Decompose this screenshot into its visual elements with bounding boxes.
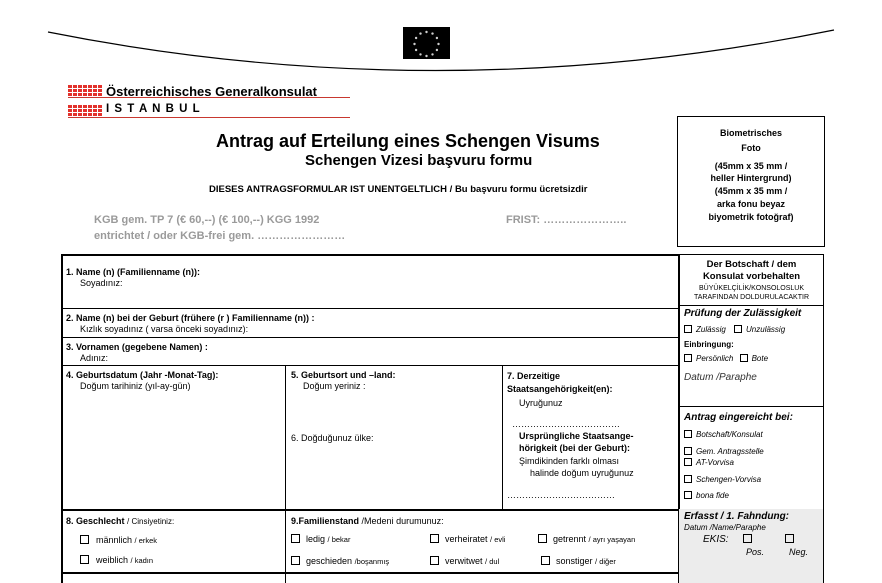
office-pruefung: Prüfung der Zulässigkeit bbox=[684, 308, 802, 319]
office-header-rule bbox=[679, 305, 824, 306]
office-subheader bbox=[680, 284, 823, 302]
page-title: Antrag auf Erteilung eines Schengen Visums bbox=[216, 131, 600, 151]
fee-line-1: KGB gem. TP 7 (€ 60,--) (€ 100,--) KGG 1992 bbox=[94, 214, 320, 226]
botschaft-checkbox[interactable] bbox=[684, 430, 692, 438]
field-5-label: 5. Geburtsort und –land: bbox=[291, 370, 396, 380]
office-antrag-eingereicht: Antrag eingereicht bei: bbox=[684, 412, 793, 423]
grid-top bbox=[61, 254, 680, 256]
field-3-tr[interactable]: Adınız: bbox=[80, 353, 109, 363]
field-2-label: 2. Name (n) bei der Geburt (frühere (r ) Familienname (n)) : bbox=[66, 313, 315, 323]
office-einbringung: Einbringung: bbox=[684, 340, 734, 349]
schengen-vorvisa-label: Schengen-Vorvisa bbox=[696, 475, 762, 484]
photo-line-7: biyometrik fotoğraf) bbox=[708, 212, 794, 222]
male-label: männlich bbox=[96, 535, 133, 545]
field-7-orig-1: Ursprüngliche Staatsange- bbox=[519, 431, 634, 441]
bona-fide-checkbox[interactable] bbox=[684, 491, 692, 499]
female-checkbox[interactable] bbox=[80, 555, 89, 564]
verwitwet-label-tr: / dul bbox=[485, 557, 500, 566]
verheiratet-label-tr: / evli bbox=[490, 535, 506, 544]
grid-row-5 bbox=[61, 572, 680, 574]
field-7-orig-2: hörigkeit (bei der Geburt): bbox=[519, 443, 631, 453]
sonstiger-checkbox[interactable] bbox=[541, 556, 550, 565]
photo-line-6: arka fonu beyaz bbox=[716, 199, 786, 209]
field-7-label-1: 7. Derzeitige bbox=[507, 371, 561, 381]
field-5-tr[interactable]: Doğum yeriniz : bbox=[303, 381, 366, 391]
at-vorvisa-checkbox[interactable] bbox=[684, 458, 692, 466]
photo-box-text bbox=[678, 126, 824, 224]
verheiratet-option bbox=[430, 534, 505, 545]
photo-line-3: (45mm x 35 mm / bbox=[714, 161, 788, 171]
botschaft-label: Botschaft/Konsulat bbox=[696, 430, 763, 439]
getrennt-label-tr: / ayrı yaşayan bbox=[588, 535, 636, 544]
field-1-label: 1. Name (n) (Familienname (n)): bbox=[66, 267, 201, 277]
page-subtitle: Schengen Vizesi başvuru formu bbox=[305, 152, 533, 169]
schengen-vorvisa-checkbox[interactable] bbox=[684, 475, 692, 483]
getrennt-label: getrennt bbox=[553, 534, 587, 544]
office-col-right bbox=[823, 254, 824, 583]
persoenlich-checkbox[interactable] bbox=[684, 354, 692, 362]
verwitwet-option bbox=[430, 556, 499, 567]
field-8-tr: / Cinsiyetiniz: bbox=[127, 517, 175, 526]
ekis-pos-label: Pos. bbox=[746, 547, 765, 557]
grid-row-4 bbox=[61, 509, 680, 511]
field-9-row bbox=[291, 516, 444, 527]
consulate-city: I S T A N B U L bbox=[106, 103, 201, 115]
verheiratet-checkbox[interactable] bbox=[430, 534, 439, 543]
bote-checkbox[interactable] bbox=[740, 354, 748, 362]
ledig-label-tr: / bekar bbox=[327, 535, 351, 544]
free-notice: DIESES ANTRAGSFORMULAR IST UNENTGELTLICH / Bu başvuru formu ücretsizdir bbox=[209, 184, 588, 195]
field-1-tr[interactable]: Soyadınız: bbox=[80, 278, 123, 288]
consulate-logo-lower bbox=[68, 104, 102, 116]
field-7-dots-2[interactable]: ……………………………… bbox=[507, 490, 615, 500]
photo-line-2: Foto bbox=[741, 143, 761, 153]
field-7-dots-1[interactable]: ……………………………… bbox=[512, 419, 620, 429]
field-4-tr[interactable]: Doğum tarihiniz (yıl-ay-gün) bbox=[80, 381, 191, 391]
field-9-label: 9.Familienstand bbox=[291, 516, 360, 526]
antragsstelle-label: Gem. Antragsstelle bbox=[696, 447, 764, 456]
grid-row-3 bbox=[61, 365, 680, 366]
office-schengen-vorvisa-row bbox=[684, 475, 761, 485]
office-title-2: Konsulat vorbehalten bbox=[702, 271, 801, 282]
office-erfasst: Erfasst / 1. Fahndung: bbox=[684, 511, 790, 522]
photo-line-4: heller Hintergrund) bbox=[710, 173, 792, 183]
field-7-orig-tr-1: Şimdikinden farklı olması bbox=[519, 456, 620, 466]
field-3-label: 3. Vornamen (gegebene Namen) : bbox=[66, 342, 208, 352]
office-subtitle-1: BÜYÜKELÇİLİK/KONSOLOSLUK bbox=[698, 285, 805, 292]
consulate-logo bbox=[68, 84, 102, 96]
ekis-pos-checkbox[interactable] bbox=[743, 534, 752, 543]
unzulaessig-label: Unzulässig bbox=[746, 325, 786, 334]
grid-row-2 bbox=[61, 337, 680, 338]
frist-field[interactable]: FRIST: ………………….. bbox=[506, 214, 627, 226]
grid-left bbox=[61, 254, 63, 583]
female-label-tr: / kadın bbox=[130, 556, 154, 565]
logo-rule-bottom bbox=[68, 117, 350, 118]
field-8-label: 8. Geschlecht bbox=[66, 516, 125, 526]
getrennt-checkbox[interactable] bbox=[538, 534, 547, 543]
ledig-label: ledig bbox=[306, 534, 326, 544]
verwitwet-checkbox[interactable] bbox=[430, 556, 439, 565]
bote-label: Bote bbox=[751, 354, 769, 363]
office-title-1: Der Botschaft / dem bbox=[706, 259, 797, 270]
field-7-orig-tr-2: halinde doğum uyruğunuz bbox=[530, 468, 634, 478]
office-ekis-row bbox=[703, 534, 794, 546]
zulaessig-label: Zulässig bbox=[696, 325, 726, 334]
eu-flag-icon bbox=[403, 27, 450, 59]
grid-col-1 bbox=[285, 365, 286, 583]
field-8-male-row bbox=[80, 535, 157, 546]
geschieden-label: geschieden bbox=[306, 556, 353, 566]
consulate-name: Österreichisches Generalkonsulat bbox=[106, 84, 317, 99]
office-datum-paraphe[interactable]: Datum /Paraphe bbox=[684, 372, 757, 383]
office-zulaessig-row bbox=[684, 325, 785, 335]
office-einbringung-row bbox=[684, 354, 768, 364]
getrennt-option bbox=[538, 534, 635, 545]
unzulaessig-checkbox[interactable] bbox=[734, 325, 742, 333]
field-7-tr[interactable]: Uyruğunuz bbox=[519, 398, 563, 408]
verheiratet-label: verheiratet bbox=[445, 534, 488, 544]
geschieden-label-tr: /boşanmış bbox=[354, 557, 390, 566]
field-7-label-2: Staatsangehörigkeit(en): bbox=[507, 384, 613, 394]
sonstiger-label: sonstiger bbox=[556, 556, 593, 566]
office-subtitle-2: TARAFINDAN DOLDURULACAKTIR bbox=[694, 294, 809, 301]
field-2-tr[interactable]: Kızlık soyadınız ( varsa önceki soyadınız): bbox=[80, 324, 249, 334]
zulaessig-checkbox[interactable] bbox=[684, 325, 692, 333]
ekis-neg-checkbox[interactable] bbox=[785, 534, 794, 543]
ledig-option bbox=[291, 534, 350, 545]
ekis-label: EKIS: bbox=[703, 534, 729, 545]
field-6-tr[interactable]: 6. Doğduğunuz ülke: bbox=[291, 433, 374, 443]
office-datum-name-paraphe: Datum /Name/Paraphe bbox=[684, 523, 766, 532]
ledig-checkbox[interactable] bbox=[291, 534, 300, 543]
male-label-tr: / erkek bbox=[134, 536, 158, 545]
geschieden-option bbox=[291, 556, 389, 567]
photo-title: Biometrisches bbox=[719, 128, 783, 138]
office-mid-rule bbox=[679, 406, 823, 407]
office-header bbox=[680, 259, 823, 283]
office-antragsstelle-row bbox=[684, 447, 764, 457]
sonstiger-option bbox=[541, 556, 616, 567]
female-label: weiblich bbox=[96, 555, 129, 565]
sonstiger-label-tr: / diğer bbox=[595, 557, 616, 566]
field-4-label: 4. Geburtsdatum (Jahr -Monat-Tag): bbox=[66, 370, 219, 380]
antragsstelle-checkbox[interactable] bbox=[684, 447, 692, 455]
photo-line-5: (45mm x 35 mm / bbox=[714, 186, 788, 196]
persoenlich-label: Persönlich bbox=[696, 354, 734, 363]
field-8-female-row bbox=[80, 555, 153, 566]
verwitwet-label: verwitwet bbox=[445, 556, 483, 566]
field-8-row bbox=[66, 516, 174, 527]
office-botschaft-row bbox=[684, 430, 763, 440]
office-at-vorvisa-row bbox=[684, 458, 734, 468]
bona-fide-label: bona fide bbox=[696, 491, 729, 500]
ekis-neg-label: Neg. bbox=[789, 547, 809, 557]
office-bona-fide-row bbox=[684, 491, 729, 501]
at-vorvisa-label: AT-Vorvisa bbox=[696, 458, 734, 467]
male-checkbox[interactable] bbox=[80, 535, 89, 544]
grid-col-2 bbox=[502, 365, 503, 510]
field-9-tr: /Medeni durumunuz: bbox=[361, 516, 444, 526]
geschieden-checkbox[interactable] bbox=[291, 556, 300, 565]
fee-line-2: entrichtet / oder KGB-frei gem. …………………… bbox=[94, 230, 346, 242]
grid-row-1 bbox=[61, 308, 680, 309]
office-top bbox=[679, 254, 824, 255]
